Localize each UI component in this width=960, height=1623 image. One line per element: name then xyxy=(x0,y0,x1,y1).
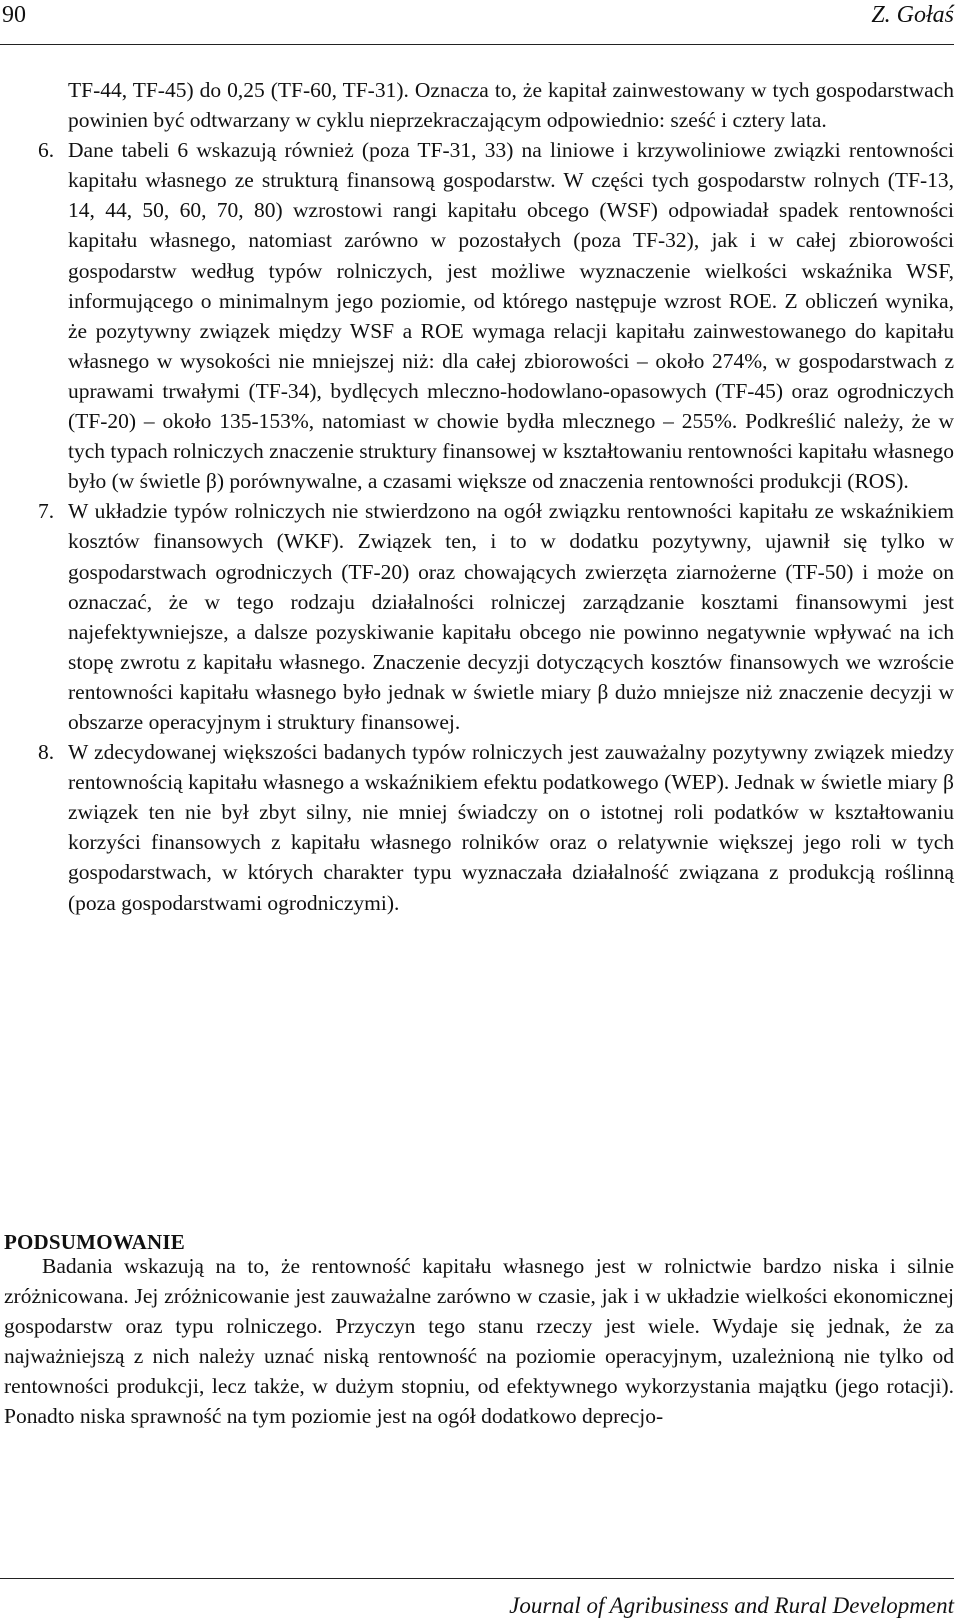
item-text: W układzie typów rolniczych nie stwierdzono na ogół związku rentowności kapitału ze wskaźnikiem kosztów finansowych (WKF). Związek ten, i to w dodatku pozytywny, ujawnił się tylko w gospodarstwach ogrodniczych (TF-20) oraz chowających zwierzęta ziarnożerne (TF-50) i może on oznaczać, że w tego rodzaju działalności rolniczej zarządzanie kosztami finansowymi jest najefektywniejsze, a dalsze pozyskiwanie kapitału obcego nie powinno negatywnie wpływać na ich stopę zwrotu z kapitału własnego. Znaczenie decyzji dotyczących kosztów finansowych we wzroście rentowności kapitału własnego było jednak w świetle miary β dużo mniejsze niż znaczenie decyzji w obszarze operacyjnym i struktury finansowej. xyxy=(68,499,954,734)
item-text: Dane tabeli 6 wskazują również (poza TF-31, 33) na liniowe i krzywoliniowe związki rentowności kapitału własnego ze strukturą finansową gospodarstw. W części tych gospodarstw rolnych (TF-13, 14, 44, 50, 60, 70, 80) wzrostowi rangi kapitału obcego (WSF) odpowiadał spadek rentowności kapitału własnego, natomiast zarówno w pozostałych (poza TF-32), jak i w całej zbiorowości gospodarstw według typów rolniczych, jest możliwe wyznaczenie wielkości wskaźnika WSF, informującego o minimalnym jego poziomie, od którego następuje wzrost ROE. Z obliczeń wynika, że pozytywny związek między WSF a ROE wymaga relacji kapitału zainwestowanego do kapitału własnego w wysokości nie mniejszej niż: dla całej zbiorowości – około 274%, w gospodarstwach z uprawami trwałymi (TF-34), bydlęcych mleczno-hodowlano-opasowych (TF-45) oraz ogrodniczych (TF-20) – około 135-153%, natomiast w chowie bydła mlecznego – 255%. Podkreślić należy, że w tych typach rolniczych znaczenie struktury finansowej w kształtowaniu rentowności kapitału własnego było (w świetle β) porównywalne, a czasami większe od znaczenia rentowności produkcji (ROS). xyxy=(68,138,954,494)
running-head-author: Z. Gołaś xyxy=(871,2,954,28)
item-number: 6. xyxy=(38,138,55,163)
item-number: 8. xyxy=(38,740,55,765)
summary-paragraph: Badania wskazują na to, że rentowność kapitału własnego jest w rolnictwie bardzo niska i silnie zróżnicowana. Jej zróżnicowanie jest zauważalne zarówno w czasie, jak i w układzie wielkości ekonomicznej gospodarstw oraz typu rolniczego. Przyczyn tego stanu rzeczy jest wiele. Wydaje się jednak, że za najważniejszą z nich należy uznać niską rentowność na poziomie operacyjnym, uzależnioną nie tylko od rentowności produkcji, lecz także, w dużym stopniu, od efektywnego wykorzystania majątku (jego rotacji). Ponadto niska sprawność na tym poziomie jest na ogół dodatkowo deprecjo- xyxy=(4,1254,954,1429)
page-header xyxy=(0,0,954,45)
section-heading-summary: PODSUMOWANIE xyxy=(4,1230,185,1254)
conclusion-item-7 xyxy=(4,496,954,737)
main-text xyxy=(4,75,954,918)
journal-name: Journal of Agribusiness and Rural Development xyxy=(509,1593,954,1618)
page-footer xyxy=(0,1578,954,1623)
conclusion-item-8 xyxy=(4,737,954,918)
conclusion-item-6 xyxy=(4,135,954,496)
page-number: 90 xyxy=(2,2,26,28)
item-text: W zdecydowanej większości badanych typów rolniczych jest zauważalny pozytywny związek miedzy rentownością kapitału własnego a wskaźnikiem efektu podatkowego (WEP). Jednak w świetle miary β związek ten nie był zbyt silny, nie mniej świadczy on o istotnej roli podatków w kształtowaniu korzyści finansowych z kapitału własnego rolników oraz o relatywnie większej jego roli w tych gospodarstwach, w których charakter typu wyznaczała działalność związana z produkcją roślinną (poza gospodarstwami ogrodniczymi). xyxy=(68,740,954,915)
continuation-paragraph: TF-44, TF-45) do 0,25 (TF-60, TF-31). Oznacza to, że kapitał zainwestowany w tych gospodarstwach powinien być odtwarzany w cyklu nieprzekraczającym odpowiednio: sześć i cztery lata. xyxy=(68,78,954,133)
item-number: 7. xyxy=(38,499,55,524)
